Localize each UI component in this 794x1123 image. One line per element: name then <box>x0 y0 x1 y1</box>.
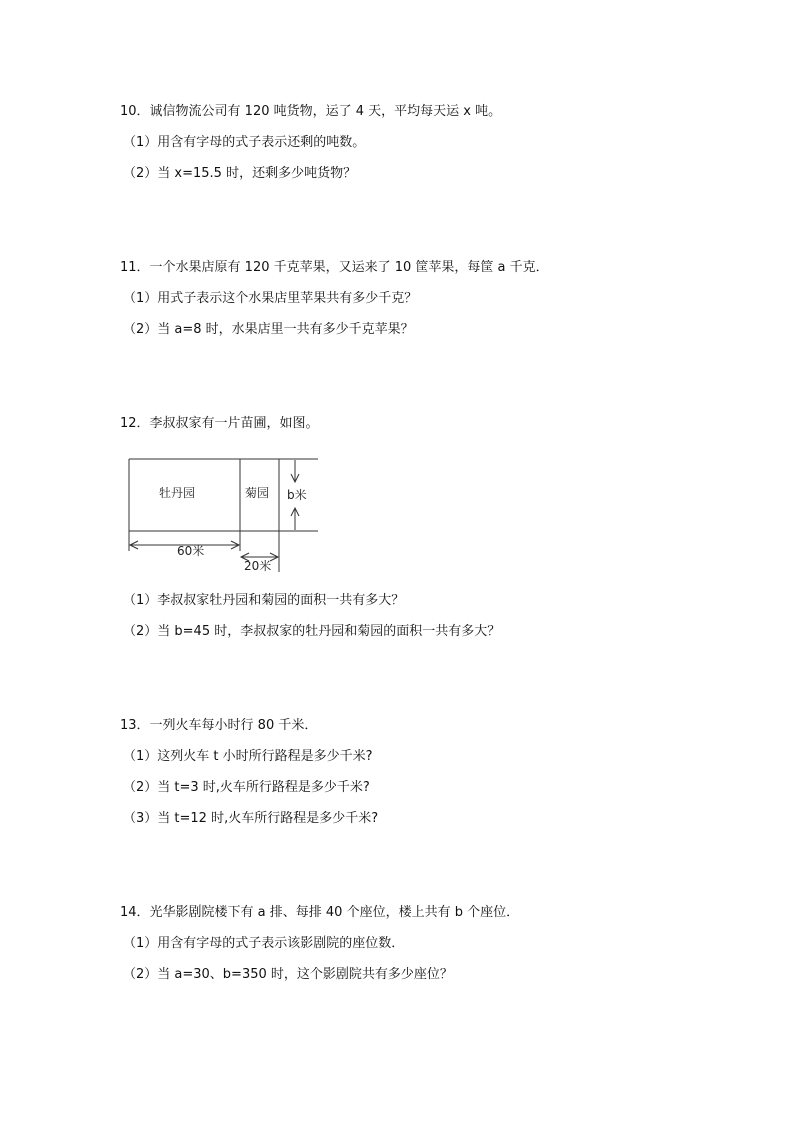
question-14-title: 14．光华影剧院楼下有 a 排、每排 40 个座位，楼上共有 b 个座位． <box>120 905 520 920</box>
question-14-part-1: （1）用含有字母的式子表示该影剧院的座位数． <box>123 936 405 951</box>
question-10-title: 10．诚信物流公司有 120 吨货物，运了 4 天，平均每天运 x 吨。 <box>120 104 502 119</box>
question-12-title: 12．李叔叔家有一片苗圃，如图。 <box>120 416 319 431</box>
width2-label: 20米 <box>244 559 272 573</box>
question-11-part-2: （2）当 a=8 时，水果店里一共有多少千克苹果？ <box>123 322 414 337</box>
peony-garden-label: 牡丹园 <box>159 486 196 500</box>
nursery-diagram <box>120 452 330 580</box>
question-10-part-2: （2）当 x=15.5 时，还剩多少吨货物？ <box>123 166 357 181</box>
question-13-part-1: （1）这列火车 t 小时所行路程是多少千米? <box>123 749 373 764</box>
chrysanthemum-garden-label: 菊园 <box>245 486 270 500</box>
question-10-part-1: （1）用含有字母的式子表示还剩的吨数。 <box>123 135 366 150</box>
question-13-part-2: （2）当 t=3 时,火车所行路程是多少千米? <box>123 780 370 795</box>
question-14-part-2: （2）当 a=30、b=350 时，这个影剧院共有多少座位？ <box>123 967 453 982</box>
question-11-title: 11．一个水果店原有 120 千克苹果，又运来了 10 筐苹果，每筐 a 千克． <box>120 260 549 275</box>
question-13-title: 13．一列火车每小时行 80 千米． <box>120 718 318 733</box>
question-13-part-3: （3）当 t=12 时,火车所行路程是多少千米? <box>123 811 379 826</box>
width1-label: 60米 <box>177 544 205 558</box>
question-12-part-2: （2）当 b=45 时，李叔叔家的牡丹园和菊园的面积一共有多大？ <box>123 624 501 639</box>
question-11-part-1: （1）用式子表示这个水果店里苹果共有多少千克？ <box>123 291 418 306</box>
height-label: b米 <box>287 488 307 502</box>
question-12-part-1: （1）李叔叔家牡丹园和菊园的面积一共有多大？ <box>123 593 405 608</box>
